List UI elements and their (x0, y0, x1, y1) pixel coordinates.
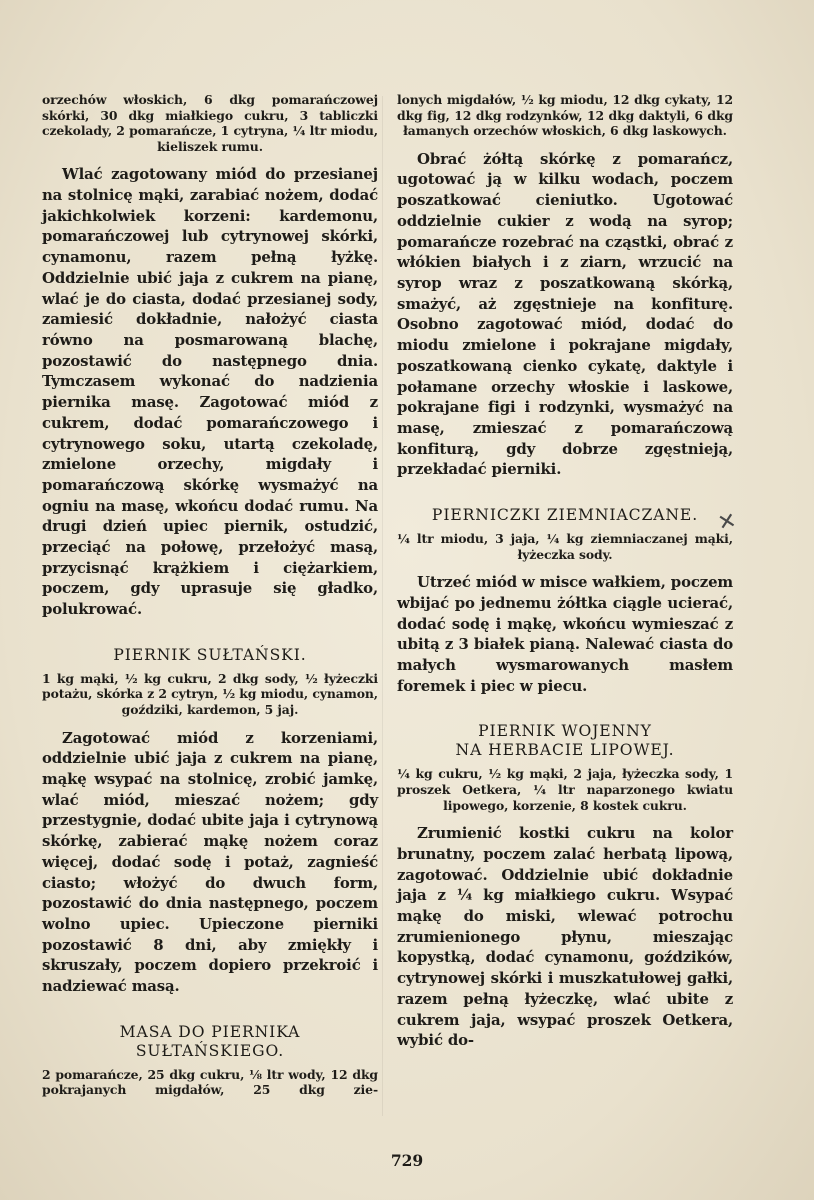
recipe-title-piernik-sultanski: PIERNIK SUŁTAŃSKI. (113, 645, 307, 664)
ingredients-continued: orzechów włoskich, 6 dkg pomarańczowej skórki, 30 dkg miałkiego cukru, 3 tabliczki czekolady, 2 pomarańcze, 1 cytryna, ¼ ltr miodu, kieliszek rumu. (42, 92, 378, 154)
recipe-title-masa-line1: MASA DO PIERNIKA (119, 1022, 301, 1041)
instructions-pierniczki: Utrzeć miód w misce wałkiem, poczem wbijać po jednemu żółtka ciągle ucierać, dodać sodę i mąkę, wkońcu wymieszać z ubitą z 3 białek pianą. Nalewać ciasta do małych wysmarowanych masłem foremek i piec w piecu. (397, 573, 733, 695)
page-number: 729 (390, 1151, 424, 1170)
column-gutter (382, 96, 383, 1116)
recipe-title-pierniczki-ziemniaczane: PIERNICZKI ZIEMNIACZANE. (431, 506, 699, 525)
ingredients-masa-continued: lonych migdałów, ½ kg miodu, 12 dkg cykaty, 12 dkg fig, 12 dkg rodzynków, 12 dkg daktyli, 6 dkg łamanych orzechów włoskich, 6 dkg laskowych. (397, 92, 733, 139)
instructions-wojenny: Zrumienić kostki cukru na kolor brunatny, poczem zalać herbatą lipową, zagotować. Oddzielnie ubić dokładnie jaja z ¼ kg miałkiego cukru. Wsypać mąkę do miski, wlewać potrochu zrumienionego płynu, mieszając kopystką, dodać cynamonu, goździków, cytrynowej skórki i muszkatułowej gałki, razem pełną łyżeczkę, wlać ubite z cukrem jaja, wsypać proszek Oetkera, wybić do- (397, 824, 733, 1050)
pencil-cross-mark-icon: ✕ (715, 508, 739, 537)
recipe-title-masa-line2: SUŁTAŃSKIEGO. (135, 1041, 285, 1060)
ingredients-wojenny: ¼ kg cukru, ½ kg mąki, 2 jaja, łyżeczka sody, 1 proszek Oetkera, ¼ ltr naparzonego kwiatu lipowego, korzenie, 8 kostek cukru. (397, 766, 733, 813)
ingredients-pierniczki: ¼ ltr miodu, 3 jaja, ¼ kg ziemniaczanej mąki, łyżeczka sody. (397, 531, 733, 562)
instructions-masa: Obrać żółtą skórkę z pomarańcz, ugotować ją w kilku wodach, poczem poszatkować cieniutko. Ugotować oddzielnie cukier z wodą na syrop; pomarańcze rozebrać na cząstki, obrać z włókien białych i z ziarn, wrzucić na syrop wraz z poszatkowaną skórką, smażyć, aż zgęstnieje na konfiturę. Osobno zagotować miód, dodać do miodu zmielone i pokrajane migdały, poszatkowaną cienko cykatę, daktyle i połamane orzechy włoskie i laskowe, pokrajane figi i rodzynki, wysmażyć na masę, zmieszać z pomarańczową konfiturą, gdy dobrze zgęstnieją, przekładać pierniki. (397, 149, 733, 479)
instructions-piernik-sultanski: Zagotować miód z korzeniami, oddzielnie ubić jaja z cukrem na pianę, mąkę wsypać na stolnicę, zrobić jamkę, wlać miód, mieszać nożem; gdy przestygnie, dodać ubite jaja i cytrynową skórkę, zabierać mąkę nożem coraz więcej, dodać sodę i potaż, zagnieść ciasto; włożyć do dwuch form, pozostawić do dnia następnego, poczem wolno upiec. Upieczone pierniki pozostawić 8 dni, aby zmiękły i skruszały, poczem dopiero przekroić i nadziewać masą. (42, 728, 378, 996)
left-column (42, 92, 378, 1098)
right-column (397, 92, 733, 1051)
ingredients-piernik-sultanski: 1 kg mąki, ½ kg cukru, 2 dkg sody, ½ łyżeczki potażu, skórka z 2 cytryn, ½ kg miodu, cynamon, goździki, kardemon, 5 jaj. (42, 670, 378, 718)
recipe-title-wojenny-line2: NA HERBACIE LIPOWEJ. (455, 741, 675, 760)
ingredients-masa: 2 pomarańcze, 25 dkg cukru, ⅛ ltr wody, 12 dkg pokrajanych migdałów, 25 dkg zie- (42, 1066, 378, 1098)
recipe-title-wojenny-line1: PIERNIK WOJENNY (478, 722, 652, 741)
recipe-instructions: Wlać zagotowany miód do przesianej na stolnicę mąki, zarabiać nożem, dodać jakichkolwiek korzeni: kardemonu, pomarańczowej lub cytrynowej skórki, cynamonu, razem pełną łyżkę. Oddzielnie ubić jaja z cukrem na pianę, wlać je do ciasta, dodać przesianej sody, zamiesić dokładnie, nałożyć ciasta równo na posmarowaną blachę, pozostawić do następnego dnia. Tymczasem wykonać do nadzienia piernika masę. Zagotować miód z cukrem, dodać pomarańczowego i cytrynowego soku, utartą czekoladę, zmielone orzechy, migdały i pomarańczową skórkę wysmażyć na ogniu na masę, wkońcu dodać rumu. Na drugi dzień upiec piernik, ostudzić, przeciąć na połowę, przełożyć masą, przycisnąć krążkiem i ciężarkiem, poczem, gdy uprasuje się gładko, polukrować. (42, 165, 378, 619)
